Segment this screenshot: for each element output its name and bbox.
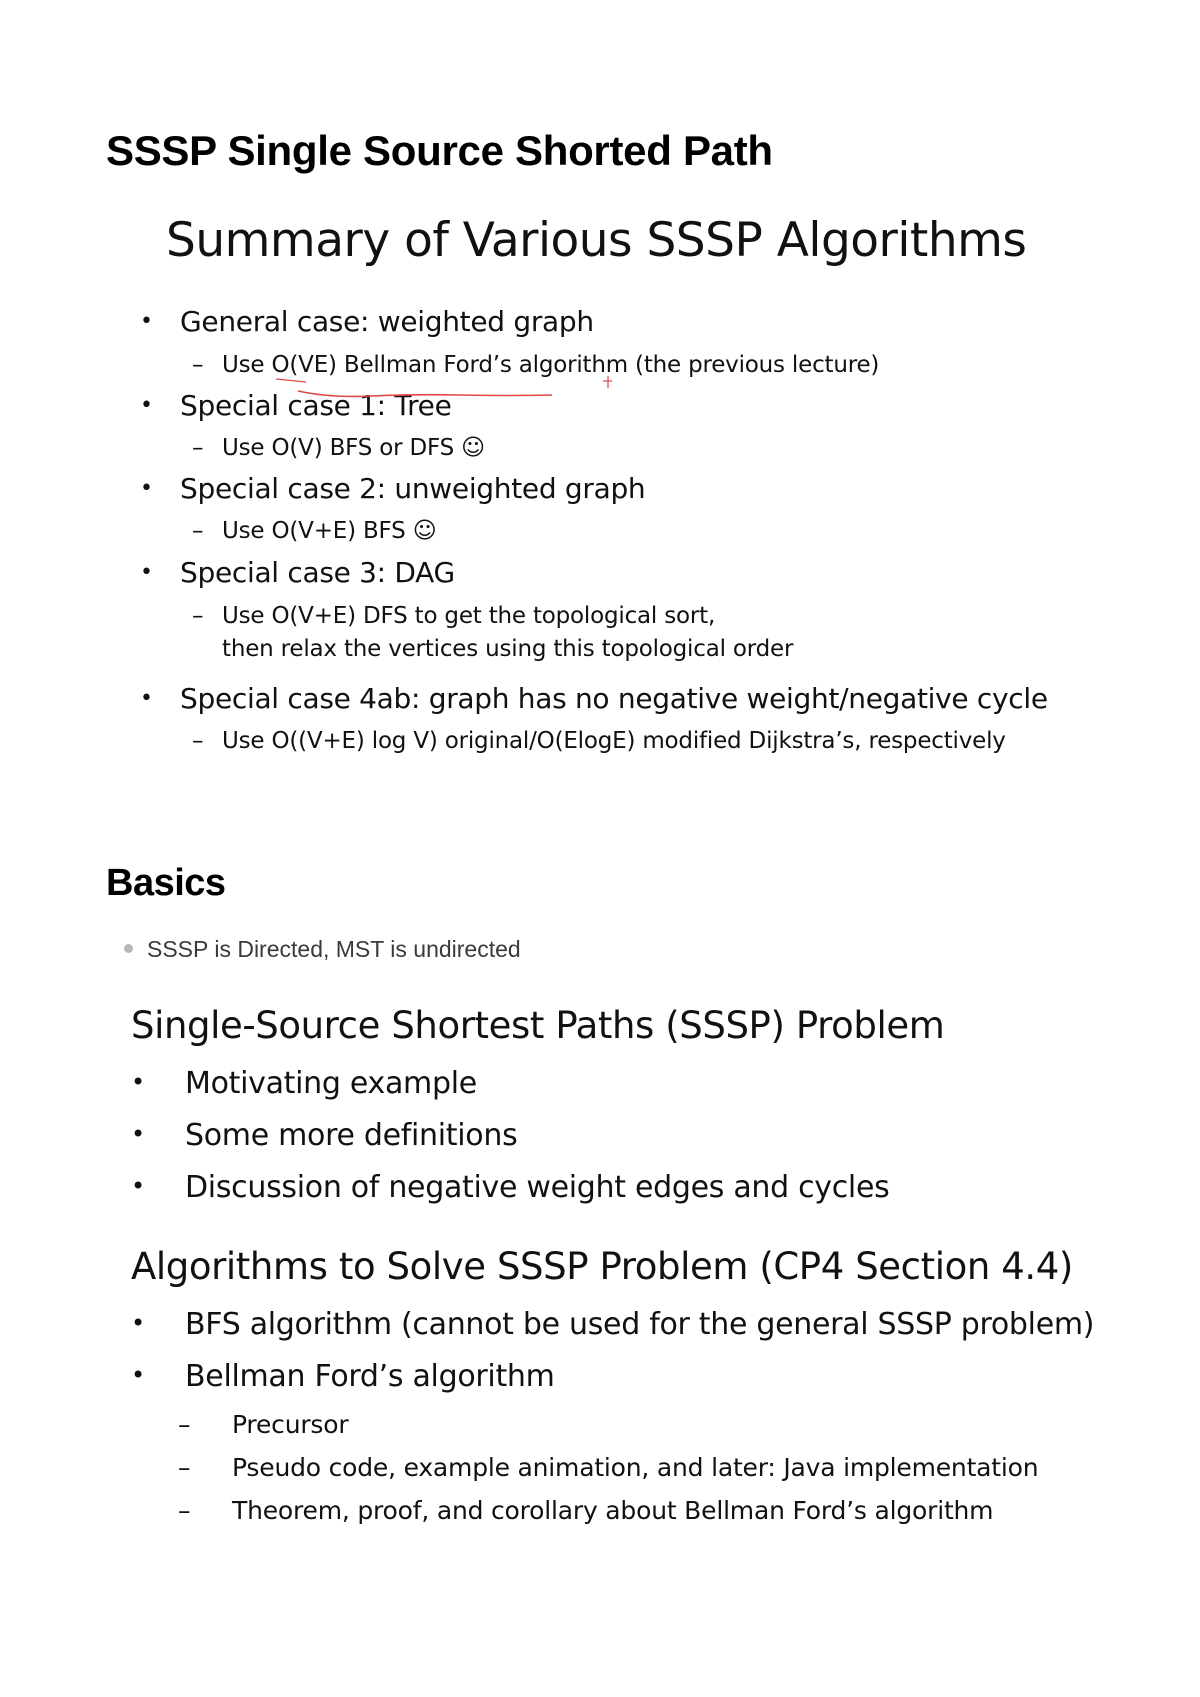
item-label: Special case 4ab: graph has no negative weight/negative cycle — [180, 682, 1048, 715]
sub-item: – Use O(V) BFS or DFS ☺ — [192, 435, 485, 461]
sub-item-continuation: then relax the vertices using this topological order — [222, 636, 794, 662]
item-label: Some more definitions — [185, 1118, 518, 1153]
bullet: • — [140, 393, 153, 418]
bullet-dot — [124, 944, 133, 953]
sub-item: – Use O(V+E) DFS to get the topological sort, — [192, 603, 716, 629]
sub-item: – Theorem, proof, and corollary about Bellman Ford’s algorithm — [178, 1496, 994, 1525]
sub-item: – Use O(V+E) BFS ☺ — [192, 518, 437, 544]
list-item — [140, 305, 594, 338]
list-item — [140, 389, 452, 422]
bullet: • — [131, 1361, 145, 1389]
bullet: • — [140, 476, 153, 501]
sub-item-text: Use O(V+E) BFS ☺ — [222, 518, 437, 544]
page-title: SSSP Single Source Shorted Path — [106, 127, 773, 174]
bullet: • — [131, 1172, 145, 1200]
item-label: Special case 3: DAG — [180, 556, 455, 589]
slide-section-title: Single-Source Shortest Paths (SSSP) Problem — [131, 1004, 945, 1047]
sub-item: – Pseudo code, example animation, and later: Java implementation — [178, 1453, 1039, 1482]
sub-item-text: Precursor — [232, 1410, 349, 1439]
item-label: Discussion of negative weight edges and cycles — [185, 1170, 890, 1205]
sub-item-text: Theorem, proof, and corollary about Bellman Ford’s algorithm — [232, 1496, 994, 1525]
bullet: • — [131, 1068, 145, 1096]
slide-section-title: Algorithms to Solve SSSP Problem (CP4 Section 4.4) — [131, 1245, 1073, 1288]
bullet: • — [131, 1309, 145, 1337]
list-item — [140, 472, 645, 505]
sub-item: – Precursor — [178, 1410, 349, 1439]
section-heading: Basics — [106, 862, 226, 904]
list-item — [140, 682, 1048, 715]
item-label: BFS algorithm (cannot be used for the general SSSP problem) — [185, 1307, 1095, 1342]
item-label: Special case 1: Tree — [180, 389, 452, 422]
note-item — [124, 936, 521, 963]
list-item — [140, 556, 455, 589]
list-item — [131, 1359, 555, 1394]
bullet: • — [140, 560, 153, 585]
sub-item: – Use O((V+E) log V) original/O(ElogE) modified Dijkstra’s, respectively — [192, 728, 1006, 754]
item-label: Special case 2: unweighted graph — [180, 472, 646, 505]
note-text: SSSP is Directed, MST is undirected — [147, 936, 521, 962]
item-label: General case: weighted graph — [180, 305, 594, 338]
list-item — [131, 1307, 1094, 1342]
sub-item-text: Use O(VE) Bellman Ford’s algorithm (the previous lecture) — [222, 352, 880, 378]
sub-item-text: Use O(V+E) DFS to get the topological sort, — [222, 603, 716, 629]
item-label: Bellman Ford’s algorithm — [185, 1359, 555, 1394]
sub-item-text: Use O(V) BFS or DFS ☺ — [222, 435, 485, 461]
bullet: • — [140, 686, 153, 711]
list-item — [131, 1118, 517, 1153]
list-item — [131, 1170, 889, 1205]
sub-item: – Use O(VE) Bellman Ford’s algorithm (the previous lecture) — [192, 352, 880, 378]
slide-title: Summary of Various SSSP Algorithms — [166, 213, 1027, 268]
bullet: • — [140, 309, 153, 334]
sub-item-text: Use O((V+E) log V) original/O(ElogE) modified Dijkstra’s, respectively — [222, 728, 1006, 754]
sub-item-text: Pseudo code, example animation, and later: Java implementation — [232, 1453, 1039, 1482]
item-label: Motivating example — [185, 1066, 477, 1101]
list-item — [131, 1066, 477, 1101]
bullet: • — [131, 1120, 145, 1148]
